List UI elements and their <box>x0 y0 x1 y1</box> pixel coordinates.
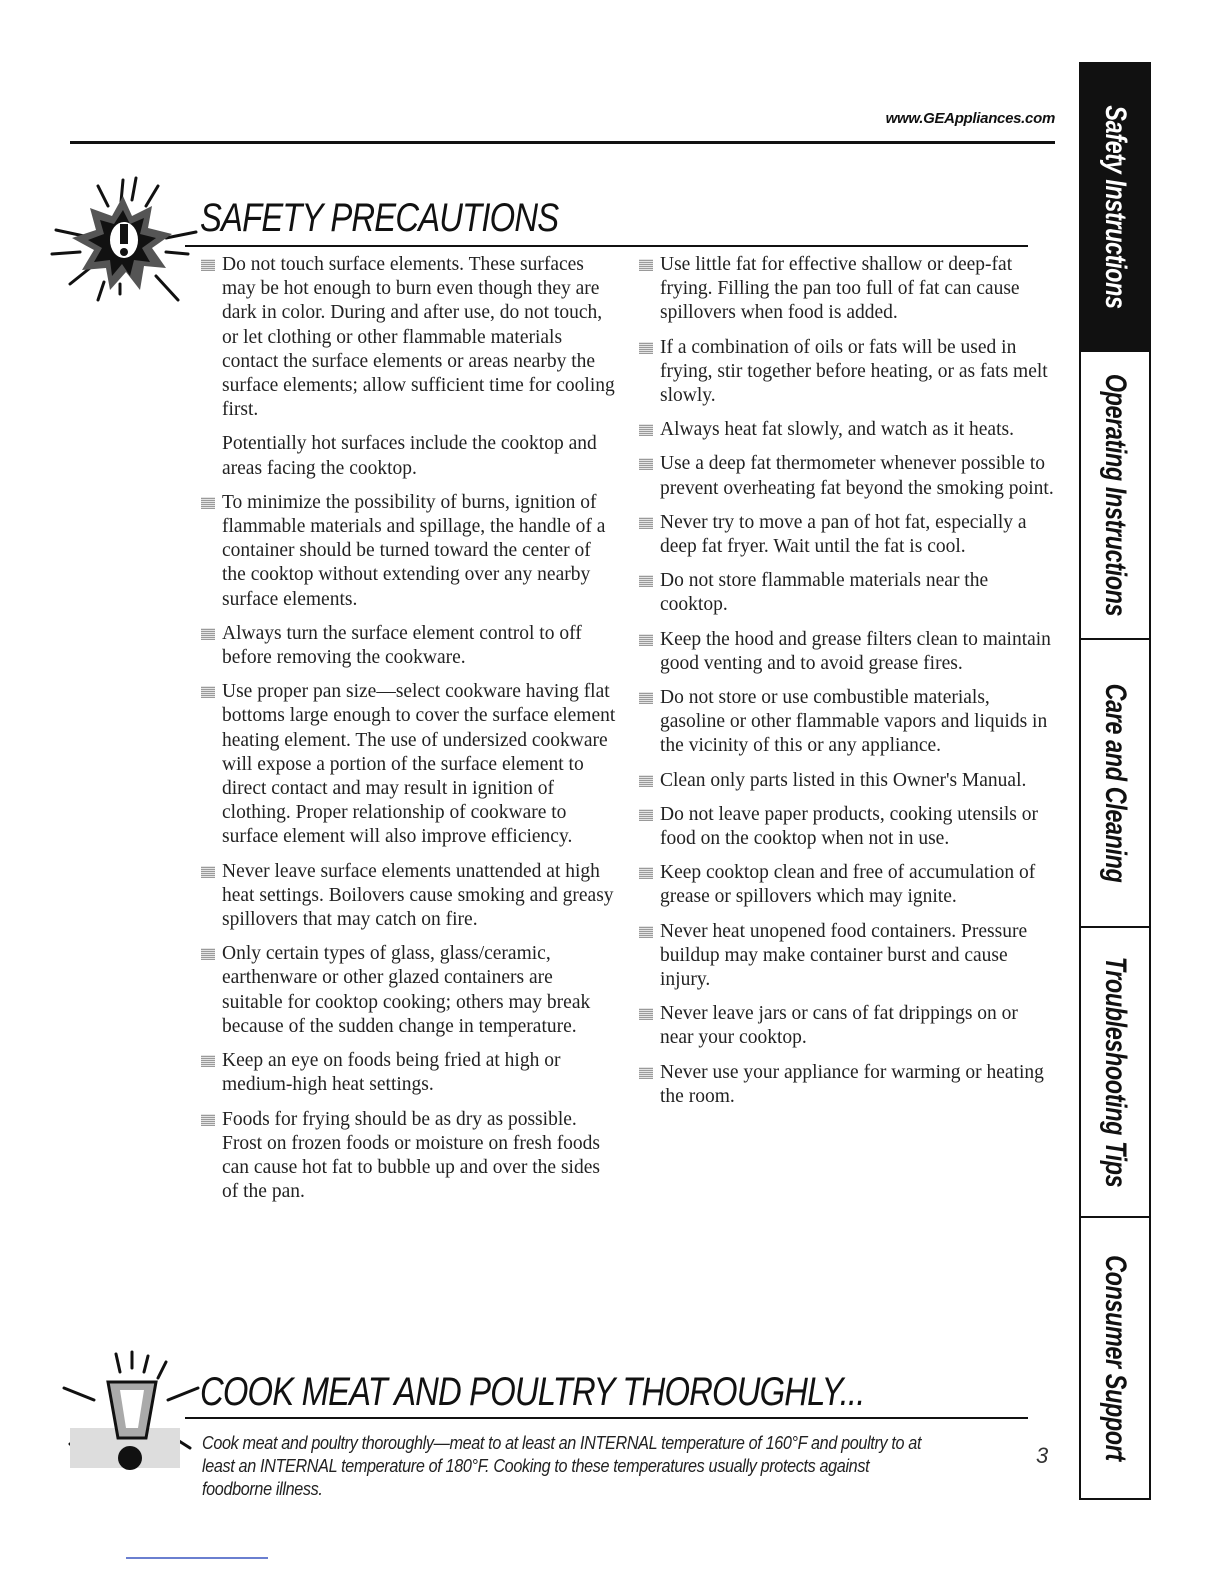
bullet-icon <box>639 926 653 938</box>
cook-meat-text: Cook meat and poultry thoroughly—meat to at least an INTERNAL temperature of 160°F and poultry to at least an INTERNAL temperature of 180°F. Cooking to these temperatures usually protects against foodborne illness. <box>202 1433 922 1499</box>
item-text: Do not store flammable materials near the cooktop. <box>660 570 989 616</box>
bullet-item <box>198 491 618 612</box>
bullet-item <box>636 686 1056 759</box>
bullet-item <box>636 569 1056 617</box>
bullet-item <box>198 942 618 1039</box>
bullet-icon <box>201 628 215 640</box>
item-text: Keep an eye on foods being fried at high or medium-high heat settings. <box>222 1050 561 1096</box>
item-text: Never use your appliance for warming or heating the room. <box>660 1061 1044 1107</box>
bullet-icon <box>639 1067 653 1079</box>
item-text: To minimize the possibility of burns, ignition of flammable materials and spillage, the handle of a container should be turned toward the center of the cooktop without extending over any nearby surface elements. <box>222 491 606 610</box>
cook-meat-title: COOK MEAT AND POULTRY THOROUGHLY... <box>200 1370 865 1414</box>
cook-title-rule <box>185 1417 1028 1419</box>
bullet-icon <box>639 458 653 470</box>
tab-label: Consumer Support <box>1099 1255 1132 1461</box>
safety-precautions-title: SAFETY PRECAUTIONS <box>200 196 559 240</box>
bullet-icon <box>639 809 653 821</box>
tab-label: Safety Instructions <box>1099 105 1132 309</box>
item-text: Keep the hood and grease filters clean to maintain good venting and to avoid grease fires. <box>660 628 1051 674</box>
item-text: Never leave surface elements unattended at high heat settings. Boilovers cause smoking and greasy spillovers that may catch on fire. <box>222 860 614 931</box>
bullet-item <box>198 1049 618 1097</box>
tab-consumer-support[interactable] <box>1079 1216 1151 1500</box>
bullet-item <box>198 680 618 849</box>
paragraph <box>198 432 618 480</box>
footer-link-underline <box>126 1557 268 1559</box>
bullet-item <box>636 418 1056 442</box>
title-rule <box>185 245 1028 247</box>
item-text: Clean only parts listed in this Owner's Manual. <box>660 769 1027 791</box>
item-text: Only certain types of glass, glass/ceramic, earthenware or other glazed containers are suitable for cooktop cooking; others may break because of the sudden change in temperature. <box>222 943 591 1037</box>
bullet-icon <box>201 259 215 271</box>
tab-operating-instructions[interactable] <box>1079 350 1151 640</box>
right-column <box>636 253 1056 1119</box>
bullet-item <box>198 860 618 933</box>
bullet-item <box>636 920 1056 993</box>
bullet-item <box>636 628 1056 676</box>
bullet-icon <box>639 575 653 587</box>
item-text: Do not store or use combustible materials, gasoline or other flammable vapors and liquids in the vicinity of this or any appliance. <box>660 687 1048 757</box>
tab-troubleshooting-tips[interactable] <box>1079 926 1151 1218</box>
bullet-icon <box>201 1114 215 1126</box>
tab-label: Care and Cleaning <box>1099 683 1132 883</box>
bullet-item <box>198 1108 618 1205</box>
bullet-icon <box>201 866 215 878</box>
bullet-item <box>636 336 1056 409</box>
item-text: Never leave jars or cans of fat drippings on or near your cooktop. <box>660 1003 1018 1049</box>
bullet-icon <box>639 775 653 787</box>
item-text: Do not leave paper products, cooking utensils or food on the cooktop when not in use. <box>660 803 1038 850</box>
item-text: Never try to move a pan of hot fat, especially a deep fat fryer. Wait until the fat is cool. <box>660 511 1027 558</box>
item-text: Keep cooktop clean and free of accumulation of grease or spillovers which may ignite. <box>660 862 1036 908</box>
item-text: Use proper pan size—select cookware having flat bottoms large enough to cover the surface element heating element. The use of undersized cookware will expose a portion of the surface element to direct contact and may result in ignition of clothing. Proper relationship of cookware to surface element will also improve efficiency. <box>222 681 616 848</box>
bullet-icon <box>639 692 653 704</box>
bullet-item <box>636 1061 1056 1109</box>
tab-label: Troubleshooting Tips <box>1099 956 1132 1188</box>
item-text: Always turn the surface element control to off before removing the cookware. <box>222 622 582 669</box>
bullet-icon <box>639 1008 653 1020</box>
bullet-icon <box>639 259 653 271</box>
item-text: Foods for frying should be as dry as possible. Frost on frozen foods or moisture on fresh foods can cause hot fat to bubble up and over the sides of the pan. <box>222 1108 601 1203</box>
bullet-icon <box>639 634 653 646</box>
tab-label: Operating Instructions <box>1099 373 1132 617</box>
bullet-item <box>198 622 618 670</box>
item-text: Never heat unopened food containers. Pressure buildup may make container burst and cause injury. <box>660 920 1028 991</box>
header-rule <box>70 141 1055 144</box>
item-text: Potentially hot surfaces include the cooktop and areas facing the cooktop. <box>222 433 597 479</box>
caution-icon <box>60 1348 200 1488</box>
tab-safety-instructions[interactable] <box>1079 62 1151 352</box>
exclamation-burst-icon <box>48 172 198 307</box>
item-text: Use little fat for effective shallow or deep-fat frying. Filling the pan too full of fat can cause spillovers when food is added. <box>660 254 1020 324</box>
bullet-icon <box>201 1055 215 1067</box>
section-tabs <box>1079 62 1151 1500</box>
bullet-icon <box>639 342 653 354</box>
left-column <box>198 253 618 1214</box>
bullet-item <box>636 253 1056 326</box>
bullet-item <box>636 452 1056 500</box>
bullet-icon <box>201 948 215 960</box>
bullet-icon <box>639 517 653 529</box>
item-text: Do not touch surface elements. These surfaces may be hot enough to burn even though they are dark in color. During and after use, do not touch, or let clothing or other flammable materials contact the surface elements or areas nearby the surface elements; allow sufficient time for cooling first. <box>222 254 615 421</box>
item-text: Use a deep fat thermometer whenever possible to prevent overheating fat beyond the smoking point. <box>660 453 1054 499</box>
bullet-item <box>636 511 1056 559</box>
bullet-item <box>636 769 1056 793</box>
bullet-icon <box>639 424 653 436</box>
bullet-icon <box>201 497 215 509</box>
bullet-item <box>636 803 1056 851</box>
page-number: 3 <box>1036 1443 1049 1468</box>
item-text: If a combination of oils or fats will be used in frying, stir together before heating, or as fats melt slowly. <box>660 336 1048 407</box>
bullet-icon <box>201 686 215 698</box>
bullet-item <box>636 861 1056 909</box>
tab-care-and-cleaning[interactable] <box>1079 638 1151 928</box>
bullet-item <box>636 1002 1056 1050</box>
bullet-icon <box>639 867 653 879</box>
item-text: Always heat fat slowly, and watch as it heats. <box>660 419 1014 441</box>
bullet-item <box>198 253 618 422</box>
website-url[interactable]: www.GEAppliances.com <box>885 110 1055 127</box>
